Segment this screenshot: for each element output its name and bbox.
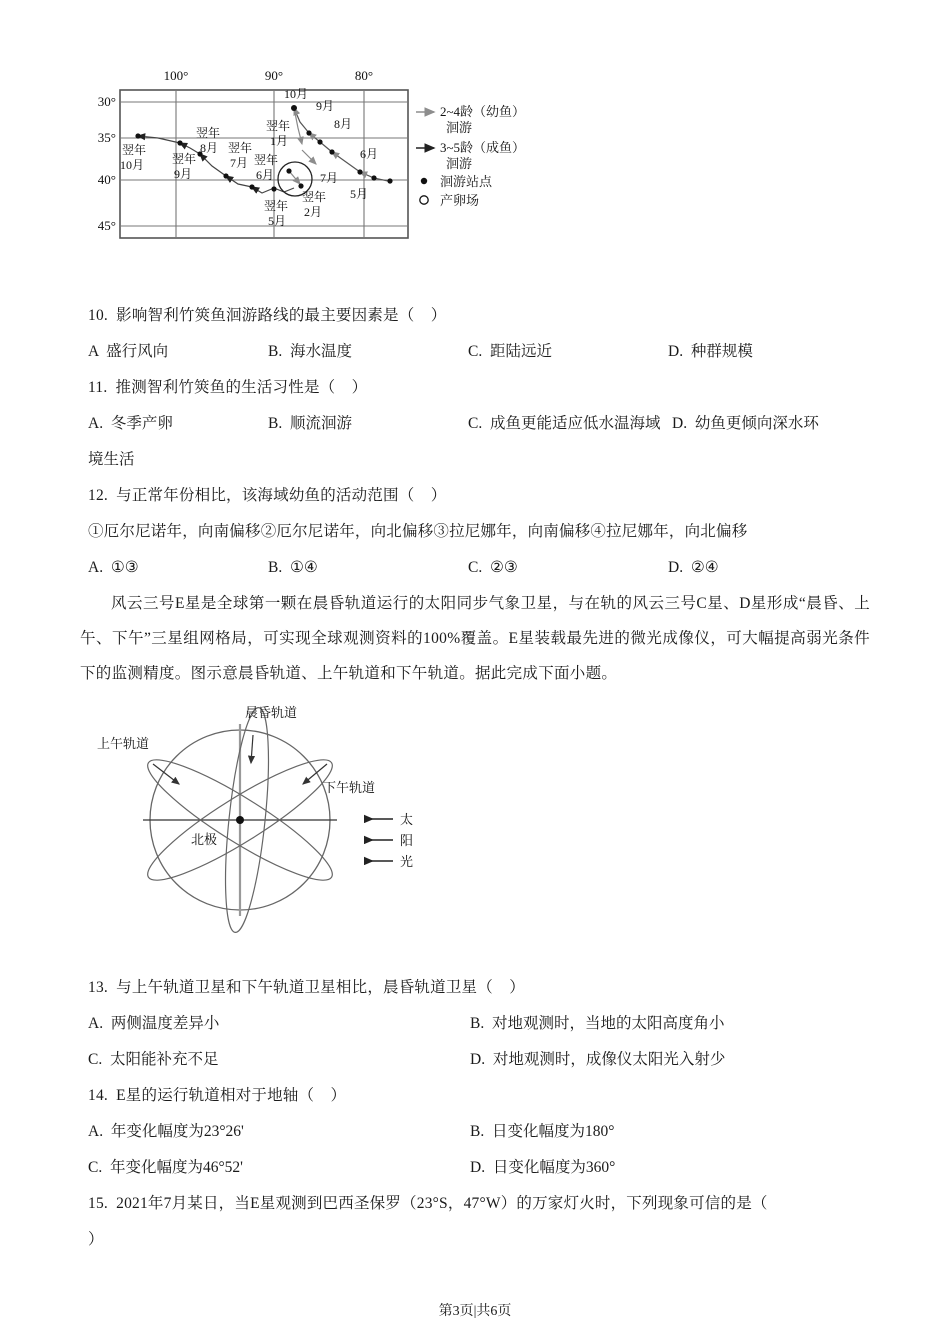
question-12-statements: ①厄尔尼诺年，向南偏移②厄尔尼诺年，向北偏移③拉尼娜年，向南偏移④拉尼娜年，向北偏移 <box>88 523 748 540</box>
question-14-stem: 14. E星的运行轨道相对于地轴（ ） <box>88 1087 347 1104</box>
label-yi-nian-5-month: 5月 <box>268 214 287 228</box>
map-y-tick-40: 40° <box>97 172 116 187</box>
question-11-option-d[interactable]: D. 幼鱼更倾向深水环 <box>672 415 819 432</box>
label-yi-nian-9: 翌年 <box>172 152 197 166</box>
map-x-tick-90: 90° <box>264 68 284 83</box>
label-month-7: 7月 <box>320 171 339 185</box>
legend-station: 洄游站点 <box>440 174 493 189</box>
map-x-tick-80: 80° <box>354 68 374 83</box>
label-month-9: 9月 <box>316 99 335 113</box>
legend-spawning: 产卵场 <box>440 193 480 208</box>
label-yi-nian-1: 翌年 <box>266 119 291 133</box>
question-13-option-c[interactable]: C. 太阳能补充不足 <box>88 1051 219 1068</box>
question-14-option-a[interactable]: A. 年变化幅度为23°26' <box>88 1123 244 1140</box>
question-12-option-c[interactable]: C. ②③ <box>468 559 518 576</box>
question-14-option-b[interactable]: B. 日变化幅度为180° <box>470 1123 615 1140</box>
question-11-option-d-wrap: 境生活 <box>88 451 135 468</box>
label-yi-nian-5: 翌年 <box>264 199 289 213</box>
figure-migration-map <box>88 58 568 288</box>
question-13-option-d[interactable]: D. 对地观测时，成像仪太阳光入射少 <box>470 1051 726 1068</box>
question-10-option-b[interactable]: B. 海水温度 <box>268 343 352 360</box>
label-month-8: 8月 <box>334 117 353 131</box>
question-11-option-b[interactable]: B. 顺流洄游 <box>268 415 352 432</box>
label-afternoon-orbit: 下午轨道 <box>323 780 376 795</box>
page-number-text: 第3页|共6页 <box>438 1304 512 1319</box>
sunlight-arrow-group <box>371 812 413 869</box>
question-11-stem: 11. 推测智利竹筴鱼的生活习性是（ ） <box>88 379 368 396</box>
legend-juvenile-line1: 2~4龄（幼鱼） <box>440 104 526 119</box>
label-yi-nian-2: 翌年 <box>302 190 327 204</box>
question-13-option-a[interactable]: A. 两侧温度差异小 <box>88 1015 220 1032</box>
map-x-tick-100: 100° <box>163 68 189 83</box>
question-10-stem: 10. 影响智利竹筴鱼洄游路线的最主要因素是（ ） <box>88 307 447 324</box>
legend-adult-line2: 洄游 <box>446 156 473 171</box>
label-yi-nian-7: 翌年 <box>228 141 253 155</box>
label-month-5: 5月 <box>350 187 369 201</box>
question-14-option-d[interactable]: D. 日变化幅度为360° <box>470 1159 616 1176</box>
question-12-option-d[interactable]: D. ②④ <box>668 559 719 576</box>
label-sunlight-char-2: 阳 <box>400 833 414 848</box>
label-sunlight-char-3: 光 <box>400 854 414 869</box>
label-north-pole: 北极 <box>191 832 218 847</box>
label-yi-nian-2-month: 2月 <box>304 205 323 219</box>
map-y-tick-35: 35° <box>97 130 116 145</box>
label-yi-nian-10-month: 10月 <box>120 158 145 172</box>
question-11-option-a[interactable]: A. 冬季产卵 <box>88 415 173 432</box>
page-footer <box>0 1300 950 1320</box>
label-yi-nian-7-month: 7月 <box>230 156 249 170</box>
legend-juvenile-line2: 洄游 <box>446 120 473 135</box>
question-15-stem: 15. 2021年7月某日，当E星观测到巴西圣保罗（23°S，47°W）的万家灯火时，下列现象可信的是（ <box>88 1195 768 1212</box>
label-yi-nian-6: 翌年 <box>254 153 279 167</box>
question-11-option-c[interactable]: C. 成鱼更能适应低水温海域 <box>468 415 661 432</box>
question-10-option-c[interactable]: C. 距陆远近 <box>468 343 552 360</box>
passage-fengyun-e: 风云三号E星是全球第一颗在晨昏轨道运行的太阳同步气象卫星，与在轨的风云三号C星、D星形成“晨昏、上午、下午”三星组网格局，可实现全球观测资料的100%覆盖。E星装载最先进的微光成像仪，可大幅提高弱光条件下的监测精度。图示意晨昏轨道、上午轨道和下午轨道。据此完成下面小题。 <box>80 595 870 682</box>
question-14-option-c[interactable]: C. 年变化幅度为46°52' <box>88 1159 243 1176</box>
label-yi-nian-10: 翌年 <box>122 143 147 157</box>
label-month-6: 6月 <box>360 147 379 161</box>
question-13-option-b[interactable]: B. 对地观测时，当地的太阳高度角小 <box>470 1015 725 1032</box>
question-12-option-a[interactable]: A. ①③ <box>88 559 139 576</box>
label-dawn-dusk-orbit: 晨昏轨道 <box>245 705 298 720</box>
legend-adult-line1: 3~5龄（成鱼） <box>440 140 526 155</box>
label-yi-nian-6-month: 6月 <box>256 168 275 182</box>
question-10-option-d[interactable]: D. 种群规模 <box>668 343 753 360</box>
north-pole-dot <box>236 816 244 824</box>
map-legend <box>416 104 525 208</box>
question-13-stem: 13. 与上午轨道卫星和下午轨道卫星相比，晨昏轨道卫星（ ） <box>88 979 525 996</box>
label-morning-orbit: 上午轨道 <box>97 736 150 751</box>
label-yi-nian-9-month: 9月 <box>174 167 193 181</box>
label-yi-nian-8: 翌年 <box>196 126 221 140</box>
question-12-stem: 12. 与正常年份相比，该海域幼鱼的活动范围（ ） <box>88 487 447 504</box>
question-15-stem-wrap: ） <box>88 1231 104 1248</box>
question-12-option-b[interactable]: B. ①④ <box>268 559 318 576</box>
label-yi-nian-1-month: 1月 <box>270 134 289 148</box>
label-yi-nian-8-month: 8月 <box>200 141 219 155</box>
question-10-option-a[interactable]: A 盛行风向 <box>88 343 169 360</box>
map-y-tick-45: 45° <box>97 218 116 233</box>
label-month-10: 10月 <box>284 87 309 101</box>
figure-orbit-diagram <box>95 700 455 965</box>
label-sunlight-char-1: 太 <box>400 812 414 827</box>
map-y-tick-30: 30° <box>97 94 116 109</box>
